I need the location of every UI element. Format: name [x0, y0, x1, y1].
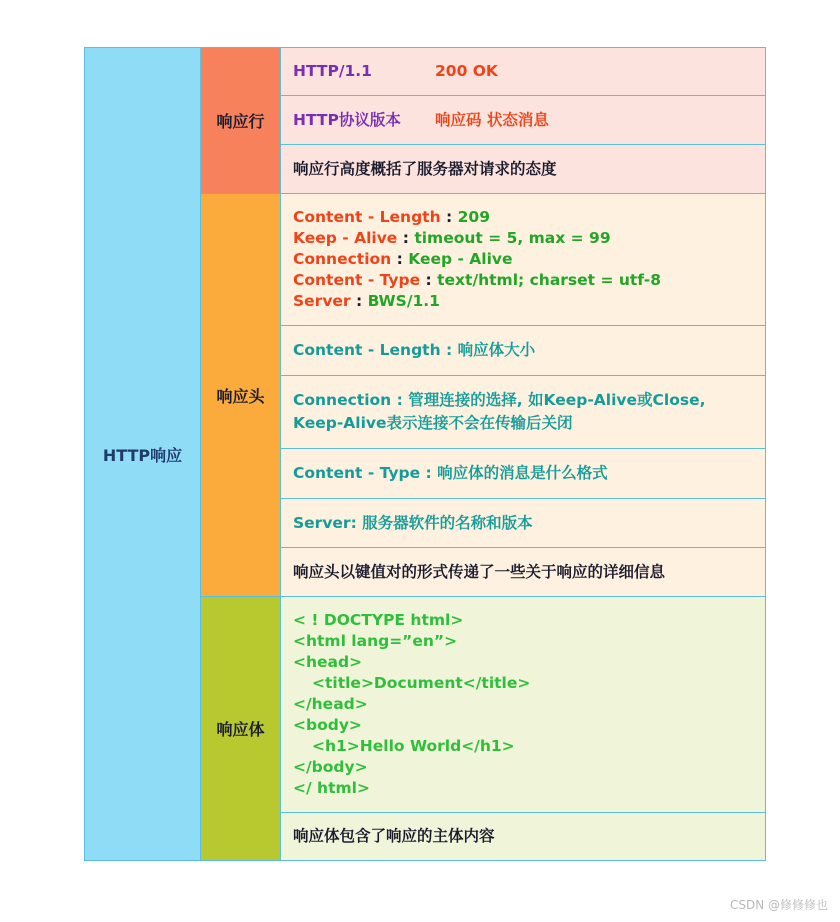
header-value: text/html; charset = utf-8: [437, 271, 661, 289]
header-value: timeout = 5, max = 99: [414, 229, 611, 247]
header-note-connection-2: Keep-Alive表示连接不会在传输后关闭: [293, 414, 573, 432]
header-example-line: [293, 207, 753, 228]
response-line-label: [201, 47, 281, 194]
header-separator: :: [420, 271, 438, 289]
body-row-code: [281, 597, 766, 813]
line-row-summary: [281, 145, 766, 194]
header-key: Content - Length: [293, 208, 441, 226]
response-line-text: 响应行: [216, 112, 265, 131]
line-version-legend: HTTP协议版本: [293, 110, 401, 129]
line-summary: 响应行高度概括了服务器对请求的态度: [293, 159, 557, 178]
header-example-line: [293, 291, 753, 312]
header-example-line: [293, 228, 753, 249]
header-row-summary: [281, 548, 766, 597]
body-code-line: </ html>: [293, 779, 370, 797]
header-key: Content - Type: [293, 271, 421, 289]
line-status-legend: 响应码 状态消息: [435, 110, 549, 129]
line-row-legend: [281, 96, 766, 145]
watermark: CSDN @修修修也: [729, 898, 828, 912]
header-example-line: [293, 249, 753, 270]
header-separator: :: [350, 292, 368, 310]
response-header-label: [201, 194, 281, 597]
response-body-label: [201, 597, 281, 861]
response-header-text: 响应头: [216, 386, 265, 406]
header-separator: :: [440, 208, 458, 226]
header-note-connection-1: Connection : 管理连接的选择, 如Keep-Alive或Close,: [293, 391, 706, 409]
header-summary: 响应头以键值对的形式传递了一些关于响应的详细信息: [293, 562, 666, 581]
body-code-line: </head>: [293, 695, 368, 713]
header-row-connection: [281, 376, 766, 449]
header-note-server: Server: 服务器软件的名称和版本: [293, 513, 533, 532]
line-version-example: HTTP/1.1: [293, 62, 372, 80]
body-code-line: <head>: [293, 653, 363, 671]
header-row-example: [281, 194, 766, 326]
header-key: Keep - Alive: [293, 229, 398, 247]
body-code-line: <html lang=”en”>: [293, 632, 458, 650]
body-summary: 响应体包含了响应的主体内容: [293, 827, 495, 845]
header-value: Keep - Alive: [408, 250, 513, 268]
body-code-line: <title>Document</title>: [312, 674, 531, 692]
body-code-line: <h1>Hello World</h1>: [312, 737, 515, 755]
header-row-content-type: [281, 449, 766, 499]
header-key: Server: [293, 292, 351, 310]
response-body-text: 响应体: [216, 720, 265, 739]
line-row-example: [281, 47, 766, 96]
header-note-content-type: Content - Type : 响应体的消息是什么格式: [293, 464, 608, 482]
header-value: BWS/1.1: [367, 292, 440, 310]
header-separator: :: [391, 250, 409, 268]
header-separator: :: [397, 229, 415, 247]
body-code-line: < ! DOCTYPE html>: [293, 611, 464, 629]
header-example-line: [293, 270, 753, 291]
body-code-line: <body>: [293, 716, 362, 734]
header-row-content-length: [281, 326, 766, 376]
header-value: 209: [457, 208, 490, 226]
line-status-example: 200 OK: [435, 62, 498, 80]
http-response-label: [84, 47, 201, 861]
header-key: Connection: [293, 250, 392, 268]
header-note-content-length: Content - Length : 响应体大小: [293, 341, 536, 359]
http-response-text: HTTP响应: [102, 445, 183, 465]
header-row-server: [281, 499, 766, 548]
body-row-summary: [281, 813, 766, 861]
body-code-line: </body>: [293, 758, 368, 776]
